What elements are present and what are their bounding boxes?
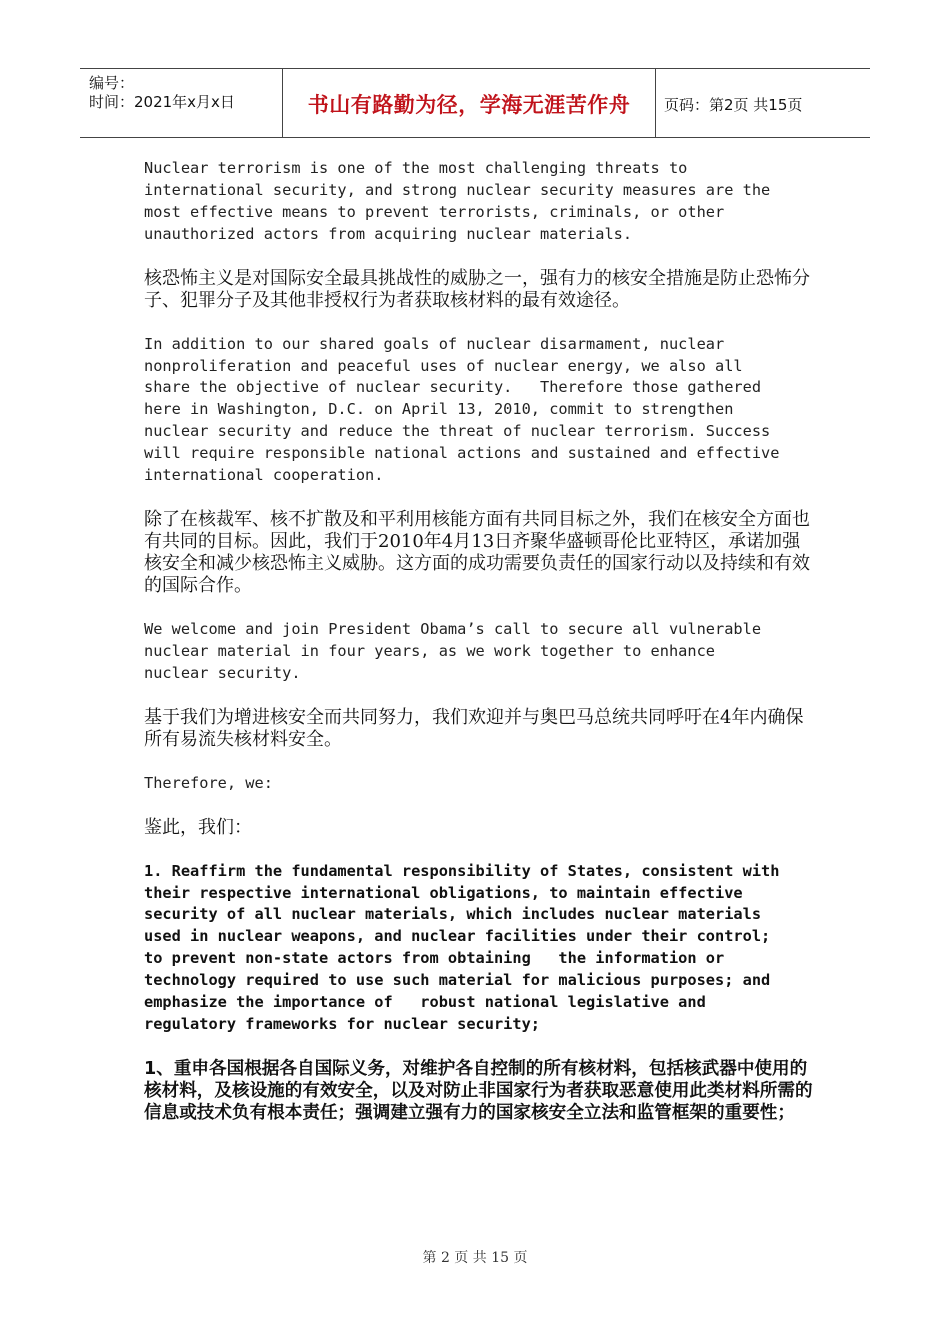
paragraph-cn-3: 基于我们为增进核安全而共同努力，我们欢迎并与奥巴马总统共同呼吁在4年内确保所有易流失核材料安全。 <box>144 706 804 750</box>
header-motto: 书山有路勤为径，学海无涯苦作舟 <box>307 93 631 117</box>
paragraph-en-4: Therefore, we: <box>144 773 273 792</box>
paragraph-cn-1: 核恐怖主义是对国际安全最具挑战性的威胁之一，强有力的核安全措施是防止恐怖分子、犯罪分子及其他非授权行为者获取核材料的最有效途径。 <box>144 267 810 311</box>
paragraph-cn-2: 除了在核裁军、核不扩散及和平利用核能方面有共同目标之外，我们在核安全方面也有共同的目标。因此，我们于2010年4月13日齐聚华盛顿哥伦比亚特区，承诺加强核安全和减少核恐怖主义威胁。这方面的成功需要负责任的国家行动以及持续和有效的国际合作。 <box>144 508 810 596</box>
header-motto-cell <box>283 69 656 137</box>
document-body <box>144 158 814 1146</box>
document-number-label: 编号： <box>89 74 135 92</box>
paragraph-en-3: We welcome and join President Obama’s call to secure all vulnerable nuclear material in four years, as we work together to enhance nuclear security. <box>144 619 762 682</box>
clause-1-en: 1. Reaffirm the fundamental responsibility of States, consistent with their respective international obligations, to maintain effective security of all nuclear materials, which includes nuclear materials used in nuclear weapons, and nuclear facilities under their control; to prevent non-state actors from obtaining the information or technology required to use such material for malicious purposes; and emphasize the importance of robust national legislative and regulatory frameworks for nuclear security; <box>144 861 780 1033</box>
document-header <box>80 68 870 138</box>
header-meta-cell <box>80 69 283 137</box>
paragraph-en-1: Nuclear terrorism is one of the most challenging threats to international security, and strong nuclear security measures are the most effective means to prevent terrorists, criminals, or other unauthorized actors from acquiring nuclear materials. <box>144 159 771 243</box>
page-footer: 第 2 页 共 15 页 <box>422 1250 528 1266</box>
header-page-info: 页码：第2页 共15页 <box>664 96 803 114</box>
header-page-cell <box>656 69 870 137</box>
clause-1-cn: 1、重申各国根据各自国际义务，对维护各自控制的所有核材料，包括核武器中使用的核材料，及核设施的有效安全，以及对防止非国家行为者获取恶意使用此类材料所需的信息或技术负有根本责任；强调建立强有力的国家核安全立法和监管框架的重要性； <box>144 1058 813 1123</box>
paragraph-cn-4: 鉴此，我们： <box>144 816 252 838</box>
document-time-label: 时间：2021年x月x日 <box>89 93 235 111</box>
paragraph-en-2: In addition to our shared goals of nuclear disarmament, nuclear nonproliferation and peaceful uses of nuclear energy, we also all share the objective of nuclear security. Therefore those gathered here in Washington, D.C. on April 13, 2010, commit to strengthen nuclear security and reduce the threat of nuclear terrorism. Success will require responsible national actions and sustained and effective international cooperation. <box>144 334 780 485</box>
